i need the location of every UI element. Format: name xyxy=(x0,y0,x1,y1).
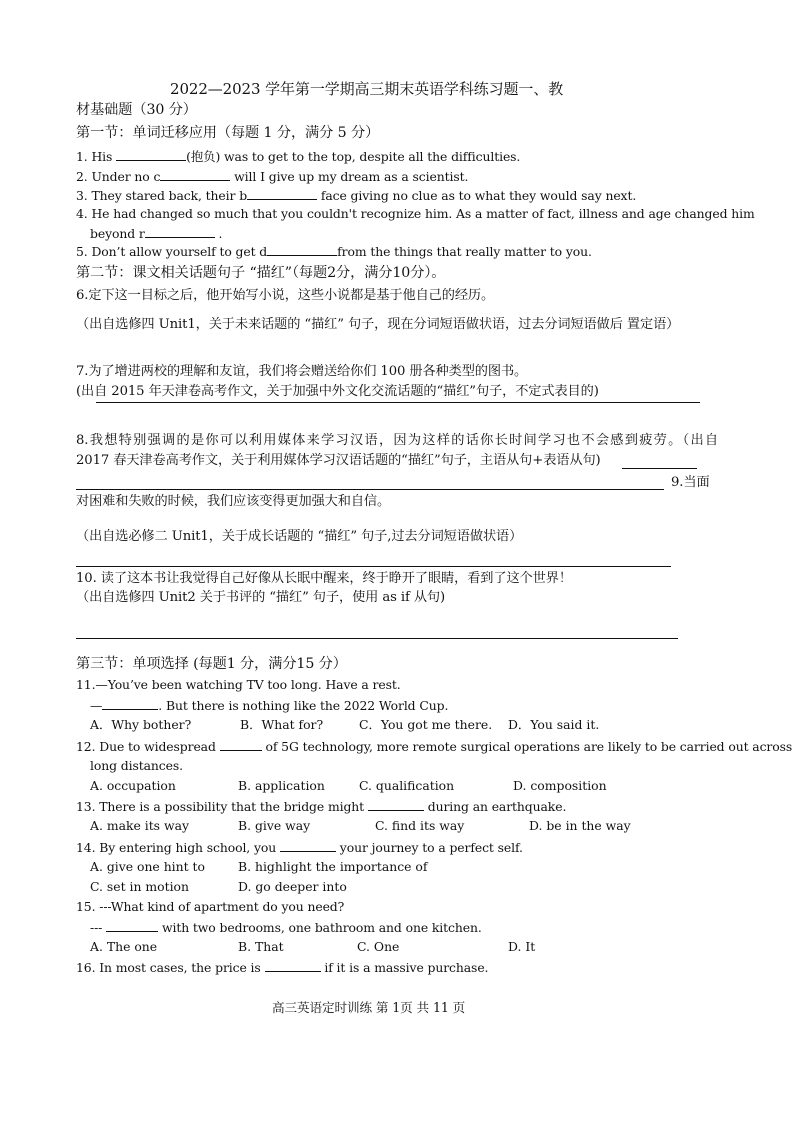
q14-blank[interactable] xyxy=(280,838,336,852)
q12-text-pre: 12. Due to widespread xyxy=(76,739,220,754)
q13-option-d[interactable]: D. be in the way xyxy=(529,818,631,833)
q11-text-post: . But there is nothing like the 2022 World Cup. xyxy=(158,698,449,713)
question-7: 7.为了增进两校的理解和友谊，我们将会赠送给你们 100 册各种类型的图书。 xyxy=(76,364,528,379)
question-12-line2: long distances. xyxy=(90,758,183,773)
q5-blank[interactable] xyxy=(267,242,337,256)
q14-text-pre: 14. By entering high school, you xyxy=(76,840,280,855)
question-1 xyxy=(76,147,520,166)
section-heading-1: 第一节：单词迁移应用（每题 1 分，满分 5 分） xyxy=(76,125,380,141)
question-6-note: （出自选修四 Unit1，关于未来话题的 “描红” 句子，现在分词短语做状语，过去分词短语做后 置定语） xyxy=(76,317,680,332)
q11-option-c[interactable]: C．You got me there. xyxy=(359,717,493,732)
question-9-line2: 对困难和失败的时候，我们应该变得更加强大和自信。 xyxy=(76,494,391,509)
q3-blank[interactable] xyxy=(247,186,317,200)
question-8-line2: 2017 春天津卷高考作文，关于利用媒体学习汉语话题的“描红”句子，主语从句+表语从句) xyxy=(76,453,601,468)
q14-text-post: your journey to a perfect self. xyxy=(335,840,523,855)
q12-option-a[interactable]: A. occupation xyxy=(90,778,176,793)
q1-text-post: (抱负) was to get to the top, despite all the difficulties. xyxy=(186,149,521,164)
question-14 xyxy=(76,838,523,857)
q14-option-a[interactable]: A. give one hint to xyxy=(90,859,205,874)
question-16 xyxy=(76,958,488,977)
q16-text-pre: 16. In most cases, the price is xyxy=(76,960,265,975)
q11-blank[interactable] xyxy=(102,696,158,710)
section-heading-2: 第二节：课文相关话题句子 “描红”（每题2分，满分10分）。 xyxy=(76,265,446,281)
q14-option-c[interactable]: C. set in motion xyxy=(90,879,189,894)
question-4-line1: 4. He had changed so much that you couldn't recognize him. As a matter of fact, illness and age changed him xyxy=(76,206,755,221)
q14-option-b[interactable]: B. highlight the importance of xyxy=(238,859,428,874)
q16-blank[interactable] xyxy=(265,958,321,972)
section-heading-3: 第三节：单项选择 (每题1 分，满分15 分） xyxy=(76,656,347,672)
q15-option-c[interactable]: C. One xyxy=(357,939,400,954)
question-10-note: （出自选修四 Unit2 关于书评的 “描红” 句子，使用 as if 从句) xyxy=(76,590,446,605)
q13-text-post: during an earthquake. xyxy=(423,799,567,814)
q2-text-pre: 2. Under no c xyxy=(76,169,161,184)
question-2 xyxy=(76,167,468,186)
q10-answer-line[interactable] xyxy=(76,638,678,639)
q15-text-post: with two bedrooms, one bathroom and one kitchen. xyxy=(158,920,482,935)
question-3 xyxy=(76,186,636,205)
q1-blank[interactable] xyxy=(116,147,186,161)
q8-answer-line-a[interactable] xyxy=(622,468,697,469)
q13-text-pre: 13. There is a possibility that the bridge might xyxy=(76,799,368,814)
q12-option-d[interactable]: D. composition xyxy=(513,778,607,793)
q2-blank[interactable] xyxy=(160,167,230,181)
q5-text-pre: 5. Don’t allow yourself to get d xyxy=(76,244,268,259)
question-8-line1: 8.我想特别强调的是你可以利用媒体来学习汉语，因为这样的话你长时间学习也不会感到疲劳。（出自 xyxy=(76,433,718,448)
q11-option-a[interactable]: A．Why bother? xyxy=(90,717,192,732)
q14-option-d[interactable]: D. go deeper into xyxy=(238,879,347,894)
question-7-note: (出自 2015 年天津卷高考作文，关于加强中外文化交流话题的“描红”句子，不定式表目的) xyxy=(76,384,599,399)
question-4-line2 xyxy=(90,224,222,243)
page-subtitle: 材基础题（30 分） xyxy=(76,102,197,118)
q12-option-b[interactable]: B. application xyxy=(238,778,325,793)
question-9-note: （出自选必修二 Unit1，关于成长话题的 “描红” 句子,过去分词短语做状语） xyxy=(76,529,523,544)
question-9-start: 9.当面 xyxy=(671,475,710,490)
q4-text-pre: beyond r xyxy=(90,226,145,241)
question-11-response xyxy=(90,696,448,715)
q11-option-d[interactable]: D．You said it. xyxy=(508,717,600,732)
q12-blank[interactable] xyxy=(220,737,262,751)
q4-blank[interactable] xyxy=(145,224,215,238)
q15-option-a[interactable]: A. The one xyxy=(90,939,158,954)
q2-text-post: will I give up my dream as a scientist. xyxy=(230,169,469,184)
q4-text-post: . xyxy=(214,226,223,241)
q16-text-post: if it is a massive purchase. xyxy=(320,960,489,975)
q13-option-b[interactable]: B. give way xyxy=(238,818,311,833)
q15-dash: --- xyxy=(90,920,107,935)
q15-blank[interactable] xyxy=(106,918,158,932)
q1-text-pre: 1. His xyxy=(76,149,117,164)
q3-text-pre: 3. They stared back, their b xyxy=(76,188,248,203)
question-13 xyxy=(76,797,566,816)
q13-option-c[interactable]: C. find its way xyxy=(375,818,465,833)
q5-text-post: from the things that really matter to you. xyxy=(337,244,592,259)
question-11: 11.—You’ve been watching TV too long. Have a rest. xyxy=(76,677,401,692)
page-footer: 高三英语定时训练 第 1页 共 11 页 xyxy=(272,1000,466,1015)
q15-option-d[interactable]: D. It xyxy=(508,939,536,954)
question-15-response xyxy=(90,918,482,937)
q12-text-post: of 5G technology, more remote surgical operations are likely to be carried out across xyxy=(261,739,793,754)
q13-blank[interactable] xyxy=(368,797,424,811)
q3-text-post: face giving no clue as to what they would say next. xyxy=(317,188,637,203)
question-15: 15. ---What kind of apartment do you need? xyxy=(76,899,345,914)
q12-option-c[interactable]: C. qualification xyxy=(359,778,455,793)
page-title: 2022—2023 学年第一学期高三期末英语学科练习题一、教 xyxy=(170,80,564,98)
question-10: 10. 读了这本书让我觉得自己好像从长眠中醒来，终于睁开了眼睛，看到了这个世界！ xyxy=(76,571,572,586)
question-5 xyxy=(76,242,592,261)
q9-answer-line[interactable] xyxy=(76,566,671,567)
q15-option-b[interactable]: B. That xyxy=(238,939,284,954)
q11-dash: — xyxy=(90,698,103,713)
q7-answer-line[interactable] xyxy=(96,402,700,403)
question-6: 6.定下这一目标之后，他开始写小说，这些小说都是基于他自己的经历。 xyxy=(76,288,495,303)
q11-option-b[interactable]: B．What for? xyxy=(240,717,324,732)
question-12 xyxy=(76,737,792,756)
q13-option-a[interactable]: A. make its way xyxy=(90,818,189,833)
q8-answer-line-b[interactable] xyxy=(76,489,664,490)
